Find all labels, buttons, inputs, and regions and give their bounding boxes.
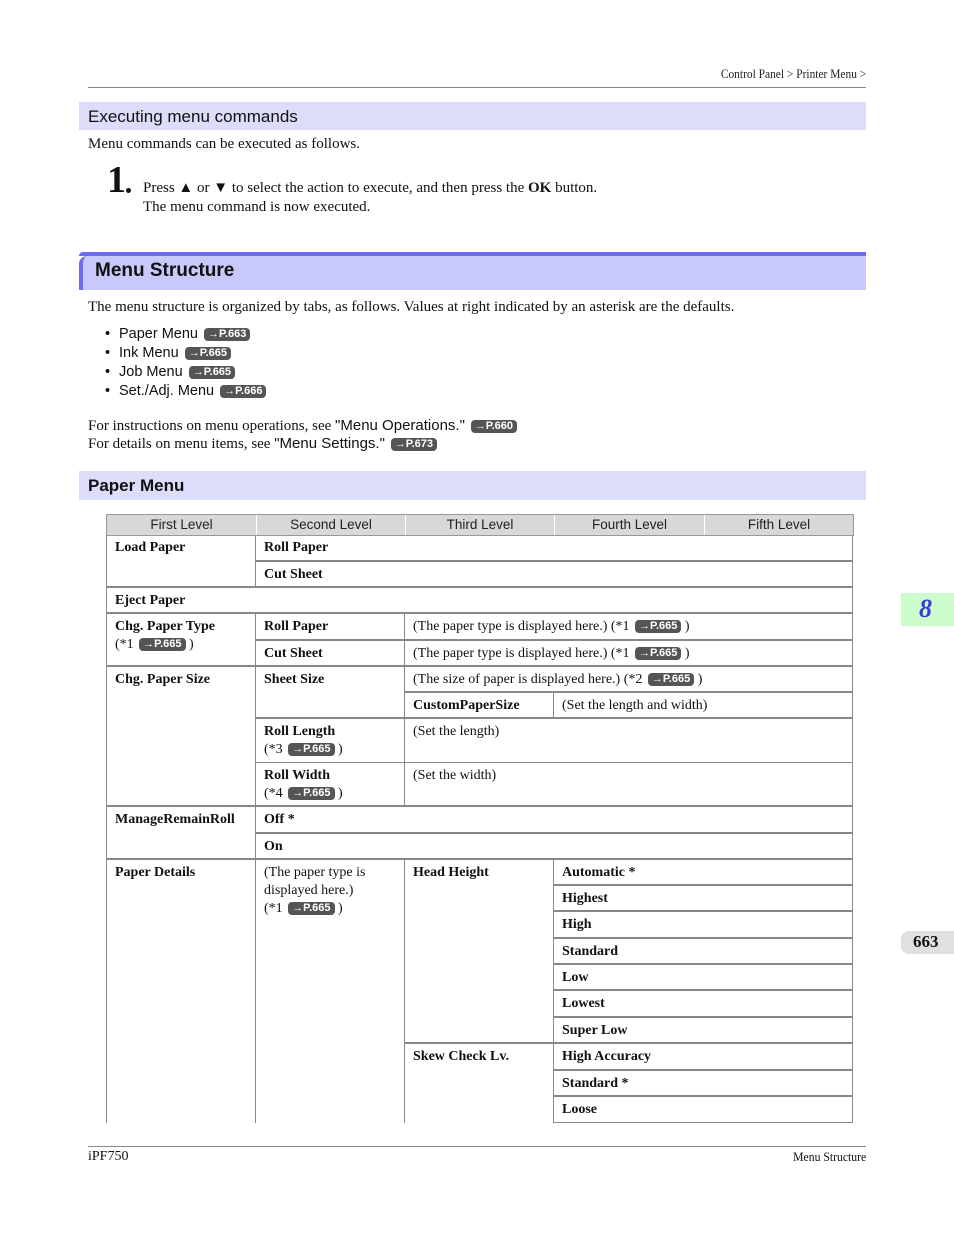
table-row: Lowest — [553, 990, 852, 1017]
table-row: High Accuracy — [553, 1043, 852, 1070]
table-row: Automatic * — [553, 859, 852, 885]
table-row: Eject Paper — [106, 587, 852, 613]
tab-label: Paper Menu — [119, 326, 198, 342]
table-row: Standard — [553, 938, 852, 964]
table-row: Cut Sheet — [255, 561, 852, 587]
footer-section: Menu Structure — [792, 1149, 866, 1164]
table-row: Sheet Size — [255, 666, 404, 718]
page-ref-link[interactable]: →P.665 — [288, 743, 334, 756]
page-ref-link[interactable]: →P.665 — [648, 673, 694, 686]
footer-model: iPF750 — [88, 1149, 129, 1164]
page-ref-link[interactable]: →P.665 — [635, 620, 681, 633]
table-row: ManageRemainRoll — [106, 806, 255, 859]
page-ref-link[interactable]: →P.665 — [185, 347, 231, 360]
menu-settings-link[interactable]: "Menu Settings." — [274, 435, 385, 452]
table-row: Roll Length (*3 →P.665 ) — [255, 718, 404, 763]
table-row: Paper Details — [106, 859, 255, 1123]
table-row: Loose — [553, 1096, 852, 1123]
table-row: Head Height — [404, 859, 553, 1043]
table-row: CustomPaperSize — [404, 692, 553, 718]
exec-intro: Menu commands can be executed as follows. — [88, 136, 360, 152]
ok-label: OK — [528, 180, 552, 196]
table-row: High — [553, 911, 852, 938]
step-text-1: Press ▲ or ▼ to select the action to execute, and then press the — [143, 180, 528, 196]
table-row: (Set the length) — [404, 718, 852, 763]
table-row: (The paper type is displayed here.) (*1 →P.665 ) — [404, 613, 852, 640]
column-header: Fourth Level — [554, 515, 704, 535]
column-header: First Level — [150, 517, 213, 532]
page-number-tab — [901, 931, 954, 954]
table-row: Roll Paper — [255, 613, 404, 640]
menu-structure-intro: The menu structure is organized by tabs, as follows. Values at right indicated by an asterisk are the defaults. — [88, 299, 735, 315]
table-row: Load Paper — [106, 535, 255, 587]
section-title-paper-menu: Paper Menu — [88, 476, 185, 495]
tab-label: Ink Menu — [119, 345, 179, 361]
table-row: Roll Paper — [255, 535, 852, 561]
table-row: (The paper type is displayed here.) (*1 →P.665 ) — [404, 640, 852, 666]
page-ref-link[interactable]: →P.665 — [635, 647, 681, 660]
details-prefix: For details on menu items, see — [88, 436, 275, 452]
column-header: Third Level — [405, 515, 554, 535]
page-ref-link[interactable]: →P.673 — [391, 438, 437, 451]
page-ref-link[interactable]: →P.665 — [139, 638, 185, 651]
table-row: Low — [553, 964, 852, 990]
page-ref-link[interactable]: →P.665 — [288, 787, 334, 800]
table-row: Skew Check Lv. — [404, 1043, 553, 1123]
list-item: • Set./Adj. Menu →P.666 — [105, 382, 266, 401]
table-row: Chg. Paper Size — [106, 666, 255, 806]
table-row: Super Low — [553, 1017, 852, 1043]
list-item: • Ink Menu →P.665 — [105, 344, 266, 363]
step-number: 1 — [107, 159, 126, 201]
table-row: Standard * — [553, 1070, 852, 1096]
table-row: (The paper type is displayed here.) (*1 →P.665 ) — [255, 859, 404, 1123]
table-row: Chg. Paper Type (*1 →P.665 ) — [106, 613, 255, 666]
column-header: Fifth Level — [704, 515, 853, 535]
column-header: Second Level — [256, 515, 405, 535]
table-row: Roll Width (*4 →P.665 ) — [255, 763, 404, 806]
menu-operations-link[interactable]: "Menu Operations." — [335, 417, 465, 434]
instructions-prefix: For instructions on menu operations, see — [88, 418, 336, 434]
page-ref-link[interactable]: →P.660 — [471, 420, 517, 433]
chapter-tab[interactable] — [901, 593, 954, 626]
list-item: • Paper Menu →P.663 — [105, 325, 266, 344]
table-row: Highest — [553, 885, 852, 911]
footer-rule — [88, 1146, 866, 1147]
table-row: (The size of paper is displayed here.) (*2 →P.665 ) — [404, 666, 852, 692]
page-ref-link[interactable]: →P.666 — [220, 385, 266, 398]
page-ref-link[interactable]: →P.663 — [204, 328, 250, 341]
section-title-executing: Executing menu commands — [88, 107, 298, 126]
tab-label: Job Menu — [119, 364, 183, 380]
list-item: • Job Menu →P.665 — [105, 363, 266, 382]
section-title-menu-structure: Menu Structure — [95, 260, 235, 281]
chapter-number: 8 — [919, 594, 932, 623]
step-text-2: button. — [551, 180, 598, 196]
breadcrumb: Control Panel > Printer Menu > — [720, 66, 866, 81]
page-ref-link[interactable]: →P.665 — [288, 902, 334, 915]
page-number: 663 — [913, 932, 939, 951]
table-row: (Set the length and width) — [553, 692, 852, 718]
step-result: The menu command is now executed. — [143, 199, 371, 215]
tab-label: Set./Adj. Menu — [119, 383, 215, 399]
table-row: Off * — [255, 806, 852, 833]
table-row: Cut Sheet — [255, 640, 404, 666]
page-ref-link[interactable]: →P.665 — [189, 366, 235, 379]
table-row: (Set the width) — [404, 763, 852, 806]
table-row: On — [255, 833, 852, 859]
